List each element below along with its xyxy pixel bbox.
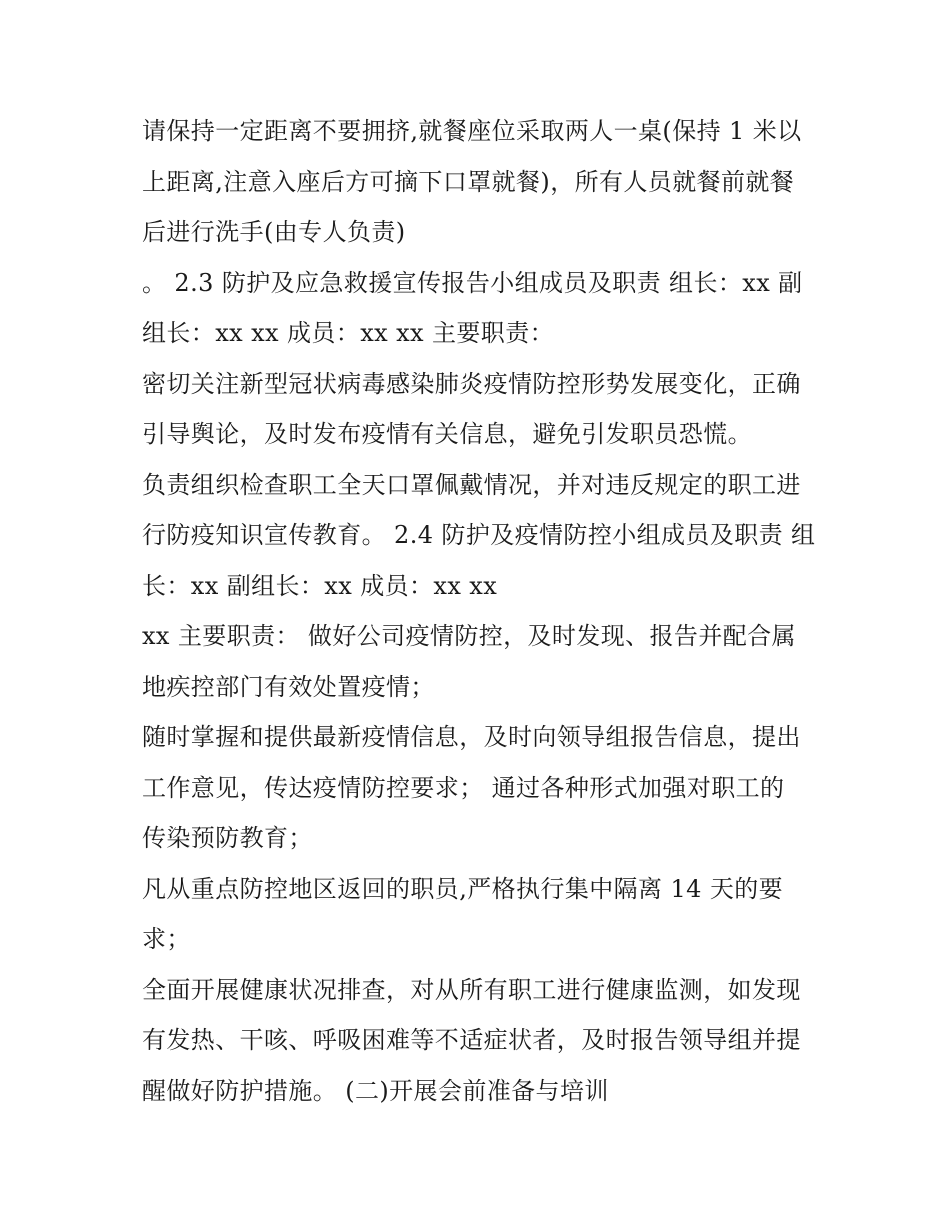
text-line: 密切关注新型冠状病毒感染肺炎疫情防控形势发展变化，正确 bbox=[142, 369, 801, 398]
text-line: xx 主要职责： 做好公司疫情防控，及时发现、报告并配合属 bbox=[142, 622, 796, 650]
text-line: 有发热、干咳、呼吸困难等不适症状者，及时报告领导组并提 bbox=[142, 1026, 801, 1054]
text-line: 传染预防教育； bbox=[142, 824, 313, 852]
text-line: 长：xx 副组长：xx 成员：xx xx bbox=[142, 571, 498, 600]
text-line: 随时掌握和提供最新疫情信息，及时向领导组报告信息，提出 bbox=[142, 723, 801, 751]
text-line: 上距离,注意入座后方可摘下口罩就餐)，所有人员就餐前就餐 bbox=[142, 167, 795, 196]
text-line: 。 2.3 防护及应急救援宣传报告小组成员及职责 组长：xx 副 bbox=[142, 268, 803, 297]
text-line: 地疾控部门有效处置疫情； bbox=[142, 672, 435, 701]
text-line: 醒做好防护措施。 (二)开展会前准备与培训 bbox=[142, 1076, 609, 1105]
text-line: 组长：xx xx 成员：xx xx 主要职责： bbox=[142, 319, 554, 347]
text-line: 请保持一定距离不要拥挤,就餐座位采取两人一桌(保持 1 米以 bbox=[142, 117, 802, 145]
text-line: 全面开展健康状况排查，对从所有职工进行健康监测，如发现 bbox=[142, 975, 801, 1004]
text-line: 行防疫知识宣传教育。 2.4 防护及疫情防控小组成员及职责 组 bbox=[142, 521, 816, 549]
document-body bbox=[142, 106, 822, 1116]
text-line: 凡从重点防控地区返回的职员,严格执行集中隔离 14 天的要 bbox=[142, 874, 784, 903]
text-line: 负责组织检查职工全天口罩佩戴情况，并对违反规定的职工进 bbox=[142, 470, 801, 499]
text-line: 工作意见，传达疫情防控要求； 通过各种形式加强对职工的 bbox=[142, 773, 785, 802]
text-line: 求； bbox=[142, 925, 191, 953]
text-line: 后进行洗手(由专人负责) bbox=[142, 218, 406, 246]
text-line: 引导舆论，及时发布疫情有关信息，避免引发职员恐慌。 bbox=[142, 420, 752, 448]
